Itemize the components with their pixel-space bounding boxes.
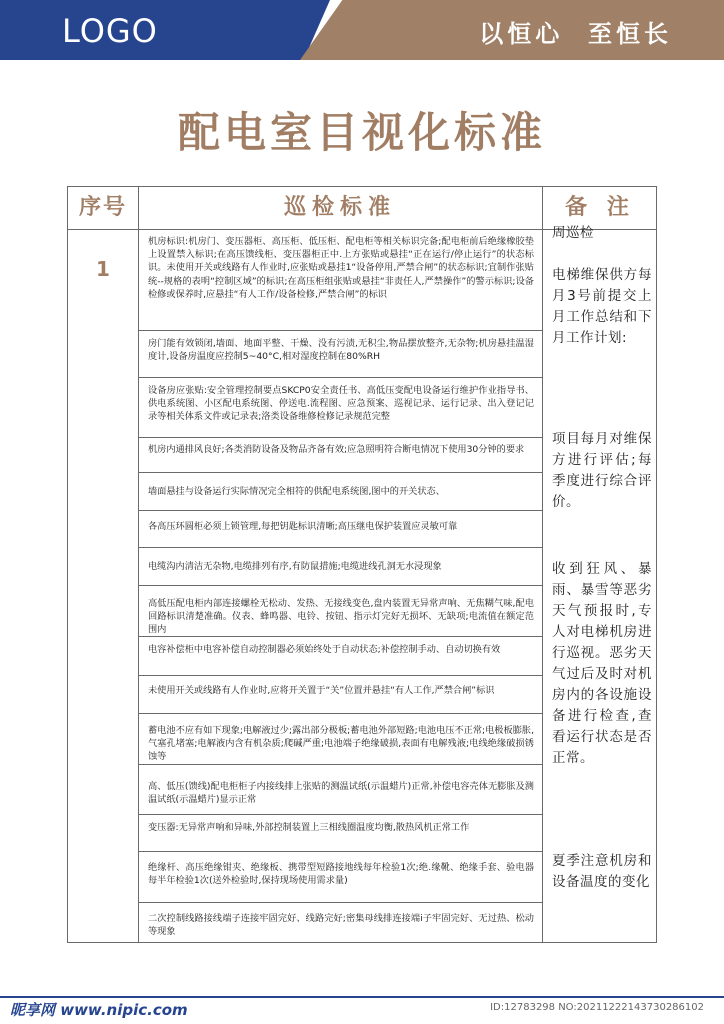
row-divider: [138, 437, 542, 438]
inspection-item: 二次控制线路接线端子连接牢固完好、线路完好;密集母线排连接端i子牢固完好、无过热、松动等现象: [148, 913, 534, 938]
header-banner: [0, 0, 724, 60]
header-item: 巡检标准: [283, 195, 396, 220]
inspection-item: 蓄电池不应有如下现象;电解液过少;露出部分极板;蓄电池外部短路;电池电压不正常;电极板膨胀,气塞孔堵塞;电解液内含有机杂质;爬碱严重;电池端子绝缘破损,表面有电解残液;电线绝缘破损锈蚀等: [148, 725, 534, 763]
row-divider: [138, 713, 542, 714]
inspection-item: 各高压环圆柜必须上锁管理,每把钥匙标识清晰;高压继电保护装置应灵敏可靠: [148, 521, 458, 532]
row-divider: [138, 472, 542, 473]
row-divider: [138, 814, 542, 815]
header-no: 序号: [78, 195, 127, 220]
row-divider: [138, 764, 542, 765]
column-divider: [542, 187, 543, 942]
remark-text: 电梯维保供方每月3号前提交上月工作总结和下月工作计划:: [552, 267, 652, 346]
footer-id: ID:12783298 NO:20211222143730286102: [490, 1002, 704, 1013]
row-divider: [138, 675, 542, 676]
remark-text: 收到狂风、暴雨、暴雪等恶劣天气预报时,专人对电梯机房进行巡视。恶劣天气过后及时对机房内的各设施设备进行检查,查看运行状态是否正常。: [552, 561, 652, 766]
page-title: 配电室目视化标准: [177, 108, 546, 157]
inspection-item: 未使用开关或线路有人作业时,应将开关置于“关”位置并悬挂“有人工作,严禁合闸”标识: [148, 685, 495, 696]
column-divider: [138, 187, 139, 942]
inspection-item: 高、低压(馈线)配电柜柜子内接线排上张贴的测温试纸(示温蜡片)正常,补偿电容壳体无膨胀及测温试纸(示温蜡片)显示正常: [148, 781, 534, 806]
row-divider: [138, 330, 542, 331]
inspection-item: 设备房应张贴:安全管理控制要点SKCP0安全责任书、高低压变配电设备运行维护作业指导书、供电系统图、小区配电系统图、停送电.流程图、应急预案、巡视记录、运行记录、出入登记记录等相关体系文件或记录表;洛类设备维修检修记录规范完整: [148, 385, 534, 423]
row-divider: [138, 902, 542, 903]
row-divider: [138, 585, 542, 586]
header-remark: 备 注: [565, 195, 635, 220]
row-divider: [138, 377, 542, 378]
row-divider: [138, 851, 542, 852]
remark-text: 项目每月对维保方进行评估;每季度进行综合评价。: [552, 431, 652, 510]
inspection-item: 机房内通排风良好;各类消防设备及物品齐备有效;应急照明符合断电情况下使用30分钟的要求: [148, 444, 525, 455]
inspection-item: 电缆沟内清洁无杂物,电缆排列有序,有防鼠措施;电缆进线孔洞无水浸现象: [148, 561, 442, 572]
row-number: 1: [96, 257, 110, 281]
inspection-item: 高低压配电柜内部连接螺栓无松动、发热、无接线变色,盘内装置无异常声响、无焦糊气味,配电回路标识清楚准确。仪表、蜂鸣器、电铃、按钮、指示灯完好无损坏、无缺项;电流值在额定范围内: [148, 598, 534, 636]
inspection-table: [67, 186, 657, 943]
logo: LOGO: [62, 12, 158, 50]
footer-brand: 昵享网 www.nipic.com: [10, 1001, 188, 1019]
header-left-band: [0, 0, 330, 60]
inspection-item: 机房标识:机房门、变压器柜、高压柜、低压柜、配电柜等相关标识完备;配电柜前后绝缘橡胶垫上设置禁入标识;在高压馈线柜、变压器柜正中.上方张贴或悬挂“正在运行/停止运行”的状态标识。未使用开关或线路有人作业时,应张贴或悬挂1“设备停用,严禁合闸”的状态标识;宜制作张贴统--规格的表明“控制区域”的标识;在高压柜组张贴或悬挂“非责任人,严禁操作”的警示标识;设备检修或保养时,应悬挂“有人工作/设备检修,严禁合闸”的标识: [148, 236, 534, 300]
remark-text: 夏季注意机房和设备温度的变化: [552, 853, 652, 890]
slogan: 以恒心 至恒长: [479, 20, 672, 48]
inspection-item: 电容补偿柜中电容补偿自动控制器必须始终处于自动状态;补偿控制手动、自动切换有效: [148, 644, 501, 655]
inspection-item: 变压器:无异常声响和异味,外部控制装置上三相线圈温度均衡,散热风机正常工作: [148, 822, 470, 833]
row-divider: [138, 547, 542, 548]
inspection-item: 房门能有效锁闭,墙面、地面平整、干燥、没有污渍,无积尘,物品摆放整齐,无杂物;机房悬挂温湿度计,设备房温度应控制5~40°C,相对湿度控制在80%RH: [148, 338, 534, 363]
row-divider: [138, 510, 542, 511]
inspection-item: 墙面悬挂与设备运行实际情况完全相符的供配电系统图,图中的开关状态、: [148, 486, 445, 497]
remark-text: 周巡检: [552, 225, 594, 241]
inspection-item: 绝缘杆、高压绝缘钳夹、绝缘板、携带型短路接地线每年检验1次;绝.缘靴、绝缘手套、验电器每半年检验1次(送外检验时,保持现场使用需求量): [148, 862, 535, 887]
